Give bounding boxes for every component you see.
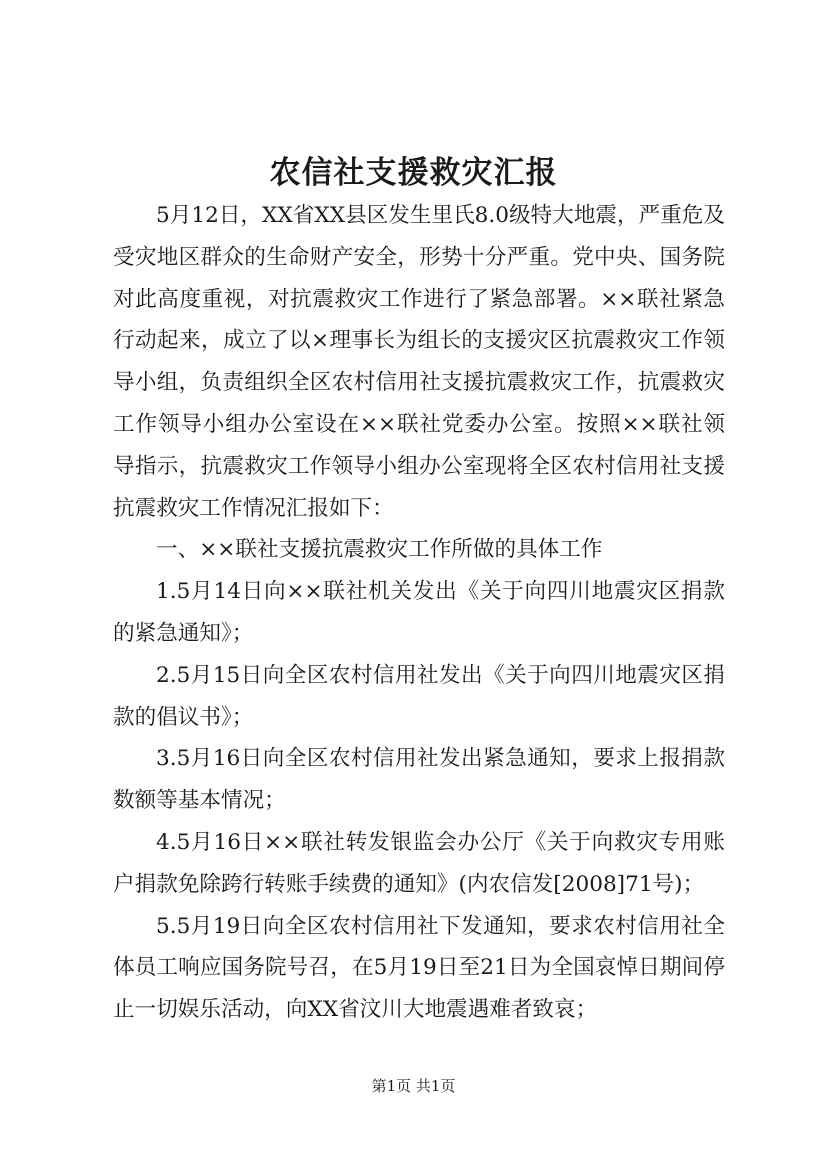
list-item: 1.5月14日向××联社机关发出《关于向四川地震灾区捐款的紧急通知》； — [113, 579, 725, 646]
paragraph-intro: 5月12日，XX省XX县区发生里氏8.0级特大地震，严重危及受灾地区群众的生命财产安全，形势十分严重。党中央、国务院对此高度重视，对抗震救灾工作进行了紧急部署。××联社紧急行动起来，成立了以×理事长为组长的支援灾区抗震救灾工作领导小组，负责组织全区农村信用社支援抗震救灾工作，抗震救灾工作领导小组办公室设在××联社党委办公室。按照××联社领导指示，抗震救灾工作领导小组办公室现将全区农村信用社支援抗震救灾工作情况汇报如下： — [113, 203, 725, 521]
document-body — [113, 195, 725, 1031]
list-item: 3.5月16日向全区农村信用社发出紧急通知，要求上报捐款数额等基本情况； — [113, 746, 725, 814]
page-footer: 第1页 共1页 — [371, 1077, 456, 1095]
list-item: 5.5月19日向全区农村信用社下发通知，要求农村信用社全体员工响应国务院号召，在5月19日至21日为全国哀悼日期间停止一切娱乐活动，向XX省汶川大地震遇难者致哀； — [113, 913, 725, 1023]
list-item: 4.5月16日××联社转发银监会办公厅《关于向救灾专用账户捐款免除跨行转账手续费的通知》(内农信发[2008]71号)； — [113, 829, 725, 897]
list-item: 2.5月15日向全区农村信用社发出《关于向四川地震灾区捐款的倡议书》； — [113, 662, 725, 730]
document-title: 农信社支援救灾汇报 — [269, 155, 558, 191]
section-heading: 一、××联社支援抗震救灾工作所做的具体工作 — [156, 537, 603, 563]
